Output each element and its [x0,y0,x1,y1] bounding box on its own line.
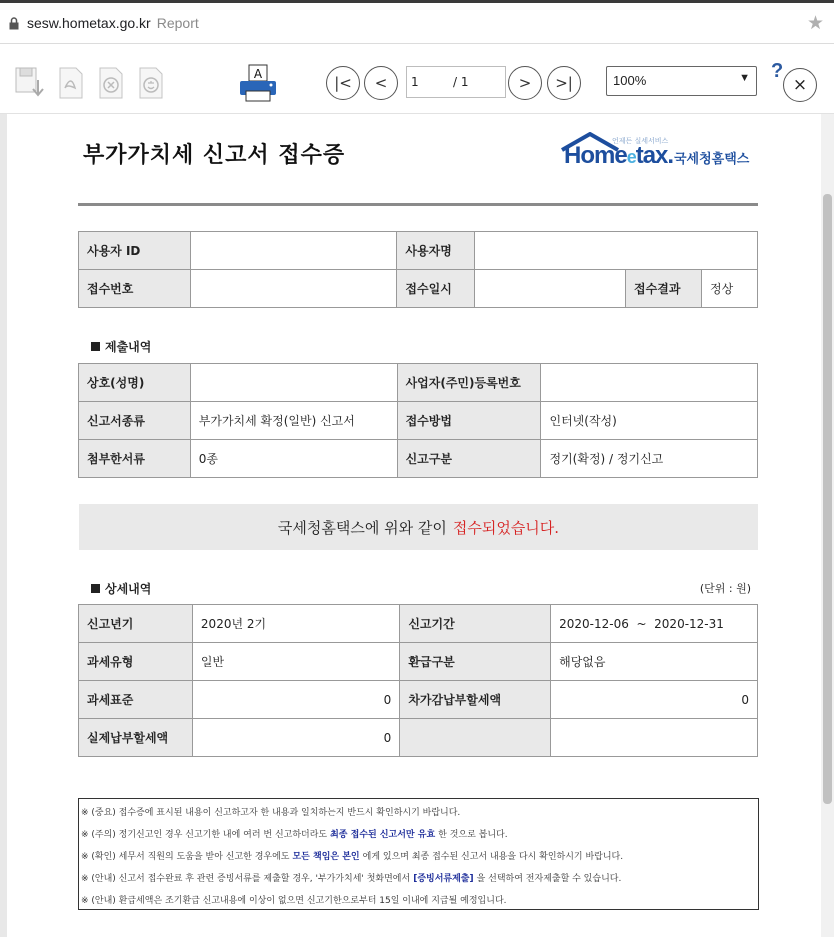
net-payable-value: 0 [551,681,758,719]
notice-line [81,890,756,912]
square-bullet-icon [91,342,100,351]
excel-export-icon[interactable] [94,66,128,100]
user-name-value [475,232,758,270]
logo-home: Home [564,142,627,169]
current-page: 1 [411,75,419,89]
empty-value-cell [551,719,758,757]
hometax-logo [560,132,750,176]
submission-heading [91,338,151,355]
banner-highlight: 접수되었습니다. [452,519,560,537]
previous-page-button[interactable] [364,66,398,100]
notice-text-after: 에게 있으며 최종 접수된 신고서 내용을 다시 확인하시기 바랍니다. [362,852,624,862]
period-value: 2020-12-06 ~ 2020-12-31 [551,605,758,643]
report-title: 부가가치세 신고서 접수증 [83,143,346,168]
zoom-select[interactable] [606,66,757,96]
empty-label-cell [400,719,551,757]
detail-heading-text: 상세내역 [105,582,152,596]
notice-text: ※ (주의) 정기신고인 경우 신고기한 내에 여러 번 신고하더라도 [81,830,328,840]
title-divider [78,203,758,206]
close-button[interactable] [783,68,817,102]
browser-address-bar[interactable] [0,0,834,44]
total-pages: / 1 [453,75,469,89]
square-bullet-icon [91,584,100,593]
table-row [79,643,758,681]
logo-tagline: 언제든 실세서비스 [612,137,669,145]
report-page [7,114,821,937]
refund-value: 해당없음 [551,643,758,681]
period-label: 신고기간 [400,605,551,643]
chevron-down-icon: ▼ [739,72,750,84]
receipt-confirmation-banner [79,504,758,550]
notice-text: ※ (확인) 세무서 직원의 도움을 받아 신고한 경우에도 [81,852,290,862]
receipt-result-label: 접수결과 [626,270,702,308]
url-domain: sesw.hometax.go.kr [27,15,151,31]
table-row [79,605,758,643]
tax-base-label: 과세표준 [79,681,193,719]
help-icon[interactable]: ? [771,60,784,82]
notice-highlight: [증빙서류제출] [413,874,474,884]
url-text[interactable] [27,15,199,31]
notice-box [78,798,759,910]
method-label: 접수방법 [397,402,541,440]
attach-value: 0종 [190,440,397,478]
zoom-value: 100% [613,73,647,88]
detail-heading [91,580,151,597]
category-value: 정기(확정) / 정기신고 [541,440,758,478]
receipt-date-value [475,270,626,308]
category-label: 신고구분 [397,440,541,478]
form-type-value: 부가가치세 확정(일반) 신고서 [190,402,397,440]
company-label: 상호(성명) [79,364,191,402]
notice-line [81,802,756,824]
logo-korean: 국세청홈택스 [674,152,750,167]
logo-e: e [626,147,636,167]
year-value: 2020년 2기 [192,605,399,643]
next-page-glyph: > [518,74,532,92]
biz-no-label: 사업자(주민)등록번호 [397,364,541,402]
table-row [79,719,758,757]
save-download-icon[interactable] [14,66,48,100]
refund-label: 환급구분 [400,643,551,681]
detail-table [78,604,758,757]
biz-no-value [541,364,758,402]
notice-text: ※ (안내) 환급세액은 조기환급 신고내용에 이상이 없으면 신고기한으로부터 15일 이내에 지급될 예정입니다. [81,896,507,906]
first-page-button[interactable] [326,66,360,100]
report-viewer [0,114,834,937]
actual-payable-label: 실제납부할세액 [79,719,193,757]
company-value [190,364,397,402]
receipt-no-value [190,270,397,308]
form-type-label: 신고서종류 [79,402,191,440]
net-payable-label: 차가감납부할세액 [400,681,551,719]
receipt-date-label: 접수일시 [397,270,475,308]
receipt-result-value: 정상 [702,270,758,308]
notice-line [81,846,756,868]
previous-page-glyph: < [374,74,388,92]
last-page-button[interactable] [547,66,581,100]
next-page-button[interactable] [508,66,542,100]
submission-heading-text: 제출내역 [105,340,152,354]
notice-text: ※ (안내) 신고서 접수완료 후 관련 증빙서류를 제출할 경우, '부가가치세' 첫화면에서 [81,874,411,884]
receipt-no-label: 접수번호 [79,270,191,308]
table-row [79,270,758,308]
hwp-export-icon[interactable] [134,66,168,100]
scrollbar-thumb[interactable] [823,194,832,804]
notice-text-after: 한 것으로 봅니다. [438,830,508,840]
page-number-input[interactable] [406,66,506,98]
notice-line [81,824,756,846]
notice-line [81,868,756,890]
notice-text-after: 을 선택하여 전자제출할 수 있습니다. [476,874,622,884]
attach-label: 첨부한서류 [79,440,191,478]
logo-wordmark [564,142,673,170]
table-row [79,364,758,402]
tax-type-value: 일반 [192,643,399,681]
vertical-scrollbar[interactable] [821,114,834,937]
notice-highlight: 최종 접수된 신고서만 유효 [330,830,436,840]
user-info-table [78,231,758,308]
actual-payable-value: 0 [192,719,399,757]
report-toolbar [0,44,834,114]
printer-letter: A [253,67,263,81]
last-page-glyph: >| [555,74,573,92]
lock-icon [9,17,19,30]
year-label: 신고년기 [79,605,193,643]
notice-highlight: 모든 책임은 본인 [292,852,360,862]
user-name-label: 사용자명 [397,232,475,270]
close-icon: × [792,75,808,95]
user-id-label: 사용자 ID [79,232,191,270]
bookmark-star-icon[interactable]: ★ [806,12,824,34]
pdf-export-icon[interactable] [54,66,88,100]
user-id-value [190,232,397,270]
table-row [79,402,758,440]
tax-type-label: 과세유형 [79,643,193,681]
unit-label: (단위 : 원) [699,582,751,595]
notice-text: ※ (중요) 접수증에 표시된 내용이 신고하고자 한 내용과 일치하는지 반드시 확인하시기 바랍니다. [81,808,461,818]
banner-text: 국세청홈택스에 위와 같이 [277,519,447,537]
table-row [79,440,758,478]
method-value: 인터넷(작성) [541,402,758,440]
first-page-glyph: |< [334,74,352,92]
table-row [79,681,758,719]
printer-icon[interactable] [238,64,278,104]
submission-table [78,363,758,478]
tax-base-value: 0 [192,681,399,719]
url-page-title: Report [156,15,199,31]
table-row [79,232,758,270]
logo-tax: tax. [635,142,674,169]
